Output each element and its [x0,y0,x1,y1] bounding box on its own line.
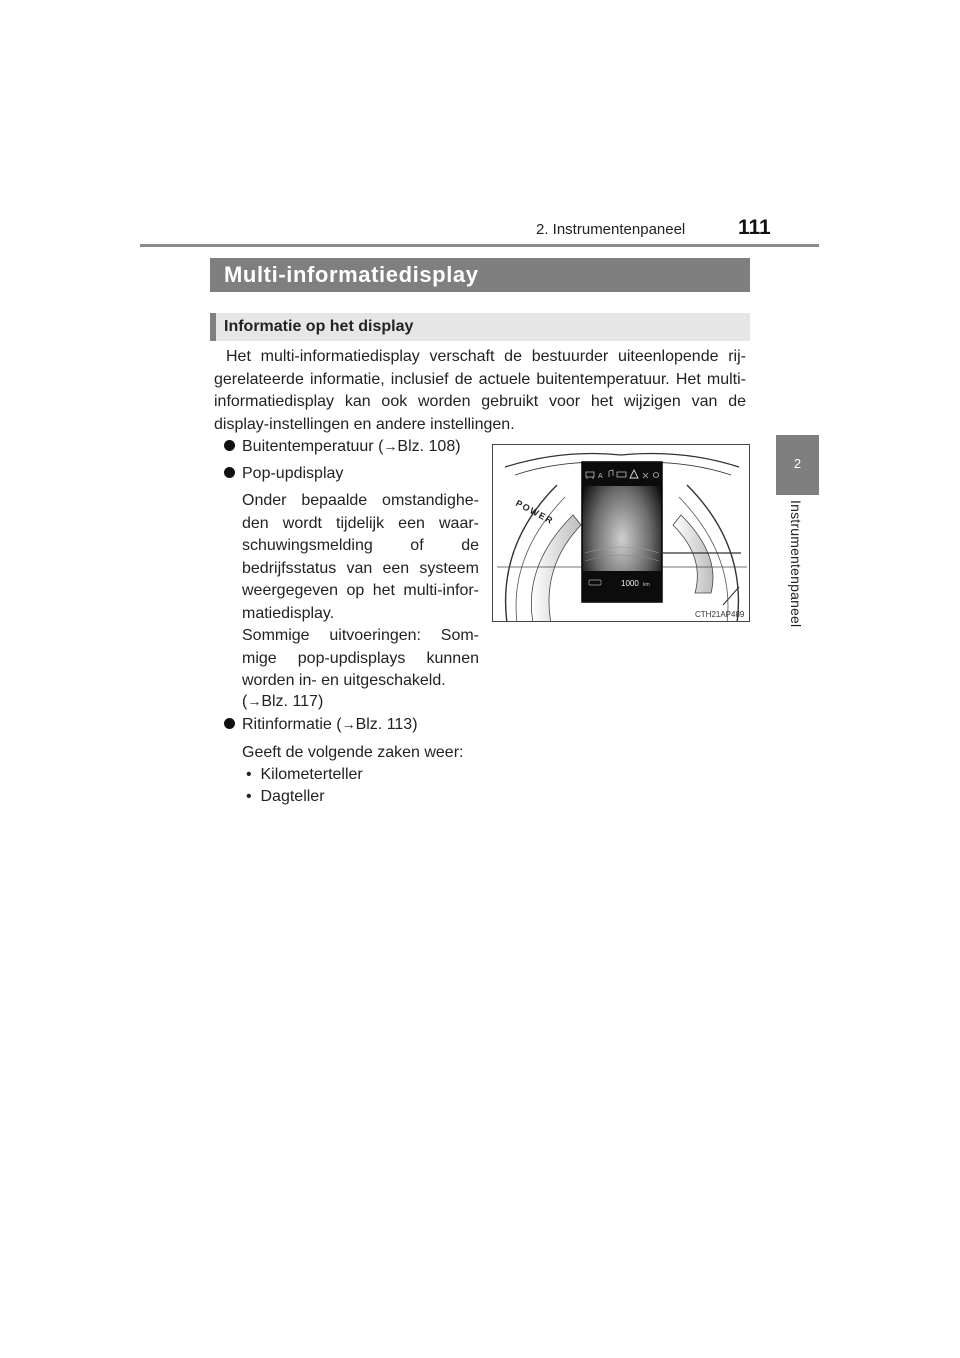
popup-paragraph-2: Sommige uitvoeringen: Som-mige pop-updisplays kunnen worden in- en uitgeschakeld. [242,627,479,689]
left-gauge-ring [531,515,581,622]
list-item-text: Kilometerteller [260,766,363,783]
header-rule [140,244,819,247]
header-section-title: 2. Instrumentenpaneel [536,221,686,238]
bullet-text: Pop-updisplay [242,465,344,482]
page-reference[interactable]: Blz. 108 [397,438,456,455]
arrow-icon: → [341,716,356,732]
list-item [246,788,325,806]
bullet-outside-temperature [224,438,461,456]
bullet-text: Buitentemperatuur ( [242,438,384,455]
sub-heading: Informatie op het display [210,313,750,341]
list-item [246,766,363,784]
popup-page-reference [242,693,323,711]
intro-paragraph: Het multi-informatiedisplay verschaft de bestuurder uiteenlopende rij-gerelateerde informatie, inclusief de actuele buitentemperatuur. Het multi-informatiedisplay kan ook worden gebruikt voor het wijzigen van de display-instellingen en andere instellingen. [214,348,746,433]
bullet-popup-display [224,465,343,483]
page-reference[interactable]: Blz. 117 [261,693,318,710]
chapter-tab [776,435,819,495]
ref-open: ( [242,693,248,710]
bullet-dot-icon [224,467,235,478]
odometer-value: 1000 [621,579,639,588]
page-number: 111 [738,216,771,239]
trip-intro: Geeft de volgende zaken weer: [242,744,464,761]
list-item-text: Dagteller [260,788,325,805]
bullet-trip-information [224,716,418,734]
arrow-icon: → [383,438,398,454]
instrument-cluster-illustration [493,445,750,622]
main-heading: Multi-informatiedisplay [210,258,750,292]
bullet-text: Ritinformatie ( [242,716,342,733]
sub-bullet-icon: • [246,766,252,783]
sub-bullet-icon: • [246,788,252,805]
chapter-tab-number: 2 [793,456,802,471]
bullet-close: ) [455,438,461,455]
page-reference[interactable]: Blz. 113 [355,716,413,733]
instrument-cluster-figure [492,444,750,622]
popup-paragraph-1: Onder bepaalde omstandighe-den wordt tijdelijk een waar-schuwingsmelding of de bedrijfsstatus van een systeem weergegeven op het multi-infor-matiedisplay. [242,492,479,622]
right-gauge-ring [673,515,713,593]
arrow-icon: → [247,693,262,709]
figure-code: CTH21AP489 [695,610,745,619]
ref-close: ) [317,693,324,710]
bullet-dot-icon [224,440,235,451]
odometer-unit: km [643,582,650,588]
power-label: POWER [514,497,556,527]
bullet-close: ) [412,716,418,733]
bullet-dot-icon [224,718,235,729]
a-icon: A [598,473,603,480]
chapter-tab-label: Instrumentenpaneel [788,500,804,628]
right-gauge-tick [723,587,739,605]
